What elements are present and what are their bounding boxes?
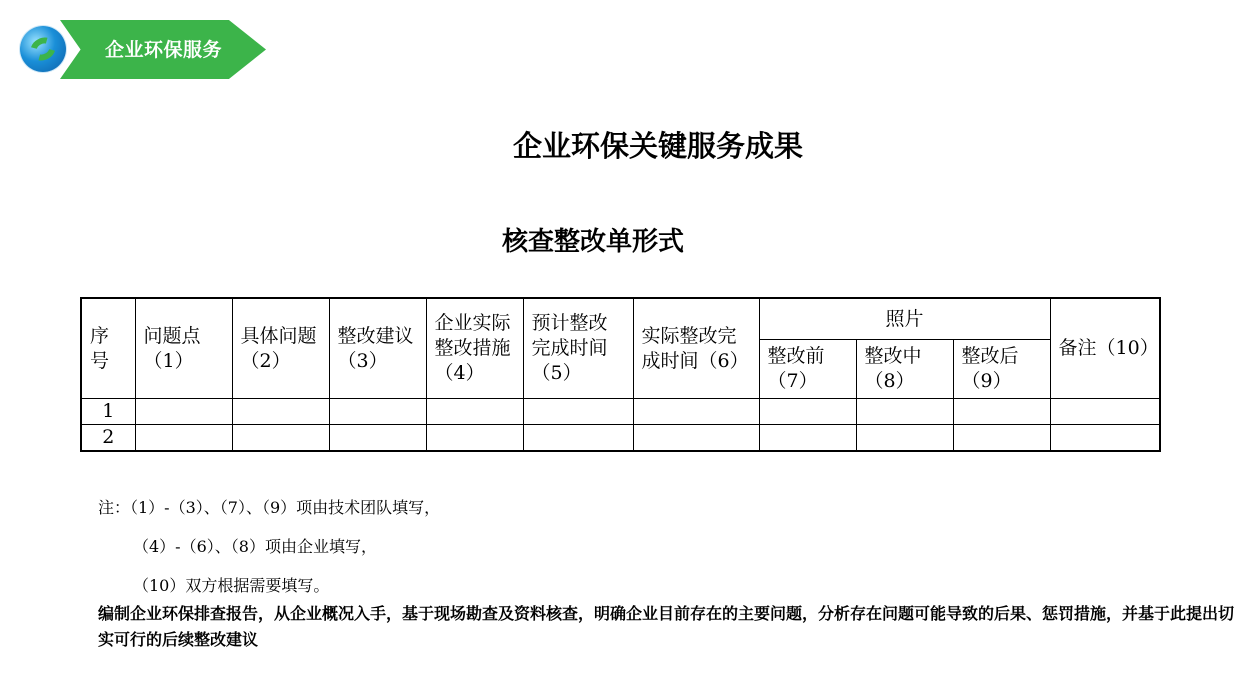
logo-text: 企业环保服务 bbox=[105, 39, 223, 61]
table-cell bbox=[856, 425, 953, 452]
header-photo: 照片 bbox=[759, 298, 1050, 340]
header-detail: 具体问题（2） bbox=[232, 298, 329, 399]
table-cell bbox=[523, 399, 633, 425]
table-cell bbox=[232, 399, 329, 425]
header-measure: 企业实际整改措施（4） bbox=[426, 298, 523, 399]
table-cell bbox=[329, 425, 426, 452]
header-planned-time: 预计整改完成时间（5） bbox=[523, 298, 633, 399]
header-seq: 序号 bbox=[81, 298, 135, 399]
table-cell bbox=[232, 425, 329, 452]
header-photo-during: 整改中（8） bbox=[856, 340, 953, 399]
table-cell bbox=[523, 425, 633, 452]
logo-emblem-icon bbox=[20, 26, 66, 72]
note-line-2: （4）-（6）、（8）项由企业填写， bbox=[133, 537, 377, 556]
table-cell bbox=[135, 399, 232, 425]
page-title: 企业环保关键服务成果 bbox=[512, 129, 803, 163]
header-photo-after: 整改后（9） bbox=[953, 340, 1050, 399]
table-cell bbox=[633, 399, 759, 425]
table-cell bbox=[856, 399, 953, 425]
page-subtitle: 核查整改单形式 bbox=[501, 227, 684, 257]
table-cell bbox=[953, 425, 1050, 452]
note-line-3: （10）双方根据需要填写。 bbox=[133, 576, 330, 595]
header-suggestion: 整改建议（3） bbox=[329, 298, 426, 399]
header-remark: 备注（10） bbox=[1050, 298, 1160, 399]
table-cell bbox=[1050, 399, 1160, 425]
rectification-form-table bbox=[80, 297, 1161, 452]
header-actual-time: 实际整改完成时间（6） bbox=[633, 298, 759, 399]
summary-text: 编制企业环保排查报告，从企业概况入手，基于现场勘查及资料核查，明确企业目前存在的主要问题，分析存在问题可能导致的后果、惩罚措施，并基于此提出切实可行的后续整改建议 bbox=[98, 604, 1235, 649]
table-cell bbox=[1050, 425, 1160, 452]
row-seq: 1 bbox=[81, 399, 135, 425]
table-cell bbox=[633, 425, 759, 452]
table-cell bbox=[953, 399, 1050, 425]
header-problem: 问题点（1） bbox=[135, 298, 232, 399]
note-line-1: 注：（1）-（3）、（7）、（9）项由技术团队填写， bbox=[98, 498, 441, 517]
table-cell bbox=[329, 399, 426, 425]
header-photo-before: 整改前（7） bbox=[759, 340, 856, 399]
table-row bbox=[81, 425, 1160, 452]
table-cell bbox=[759, 399, 856, 425]
table-cell bbox=[135, 425, 232, 452]
table-cell bbox=[426, 425, 523, 452]
table-cell bbox=[426, 399, 523, 425]
table-row bbox=[81, 399, 1160, 425]
table-cell bbox=[759, 425, 856, 452]
row-seq: 2 bbox=[81, 425, 135, 452]
